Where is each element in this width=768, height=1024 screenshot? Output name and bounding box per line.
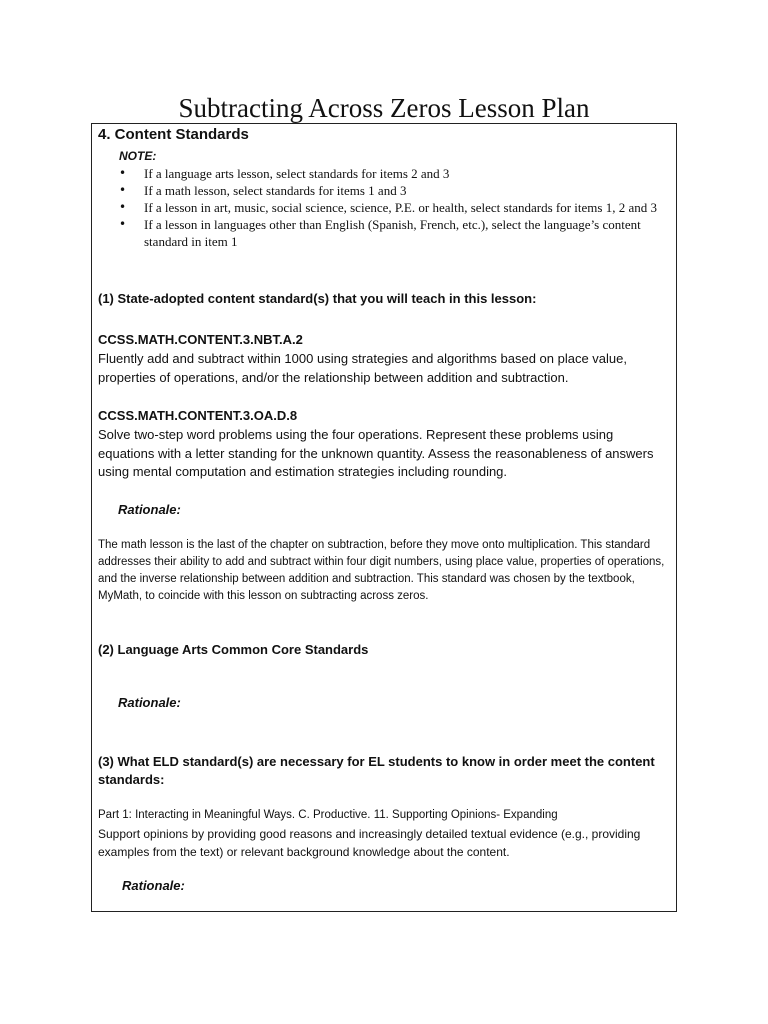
section-heading: 4. Content Standards — [98, 126, 249, 143]
item1-question: (1) State-adopted content standard(s) that you will teach in this lesson: — [98, 291, 537, 306]
item3-rationale-label: Rationale: — [122, 878, 185, 893]
item2-rationale-label: Rationale: — [118, 695, 181, 710]
item1-rationale-label: Rationale: — [118, 502, 181, 517]
standard-text: Solve two-step word problems using the four operations. Represent these problems using equations with a letter standing for the unknown quantity. Assess the reasonableness of answers using mental computation and estimation strategies including rounding. — [98, 427, 654, 479]
note-label: NOTE: — [119, 149, 157, 163]
eld-part-text: Support opinions by providing good reasons and increasingly detailed textual evidence (e.g., providing examples from the text) or relevant background knowledge about the content. — [98, 827, 641, 859]
standard-code: CCSS.MATH.CONTENT.3.NBT.A.2 — [98, 332, 303, 347]
note-item: • If a lesson in art, music, social science, science, P.E. or health, select standards for items 1, 2 and 3 — [118, 199, 666, 216]
eld-part-line: Part 1: Interacting in Meaningful Ways. C. Productive. 11. Supporting Opinions- Expanding — [98, 809, 558, 821]
content-standards-box — [91, 123, 677, 912]
item2-question: (2) Language Arts Common Core Standards — [98, 642, 369, 657]
item1-rationale-text: The math lesson is the last of the chapter on subtraction, before they move onto multiplication. This standard addresses their ability to add and subtract within four digit numbers, using place value, properties of operations, and the inverse relationship between addition and subtraction. This standard was chosen by the textbook, MyMath, to coincide with this lesson on subtracting across zeros. — [98, 539, 665, 602]
document-title: Subtracting Across Zeros Lesson Plan — [178, 93, 590, 123]
standard-code: CCSS.MATH.CONTENT.3.OA.D.8 — [98, 408, 298, 423]
item3-question: (3) What ELD standard(s) are necessary for EL students to know in order meet the content standards: — [98, 754, 655, 787]
note-item: • If a math lesson, select standards for items 1 and 3 — [118, 182, 666, 199]
note-item: • If a lesson in languages other than English (Spanish, French, etc.), select the language’s content standard in item 1 — [118, 216, 666, 250]
standard-text: Fluently add and subtract within 1000 using strategies and algorithms based on place value, properties of operations, and/or the relationship between addition and subtraction. — [98, 351, 627, 385]
note-item: • If a language arts lesson, select standards for items 2 and 3 — [118, 165, 666, 182]
note-list — [118, 165, 666, 250]
